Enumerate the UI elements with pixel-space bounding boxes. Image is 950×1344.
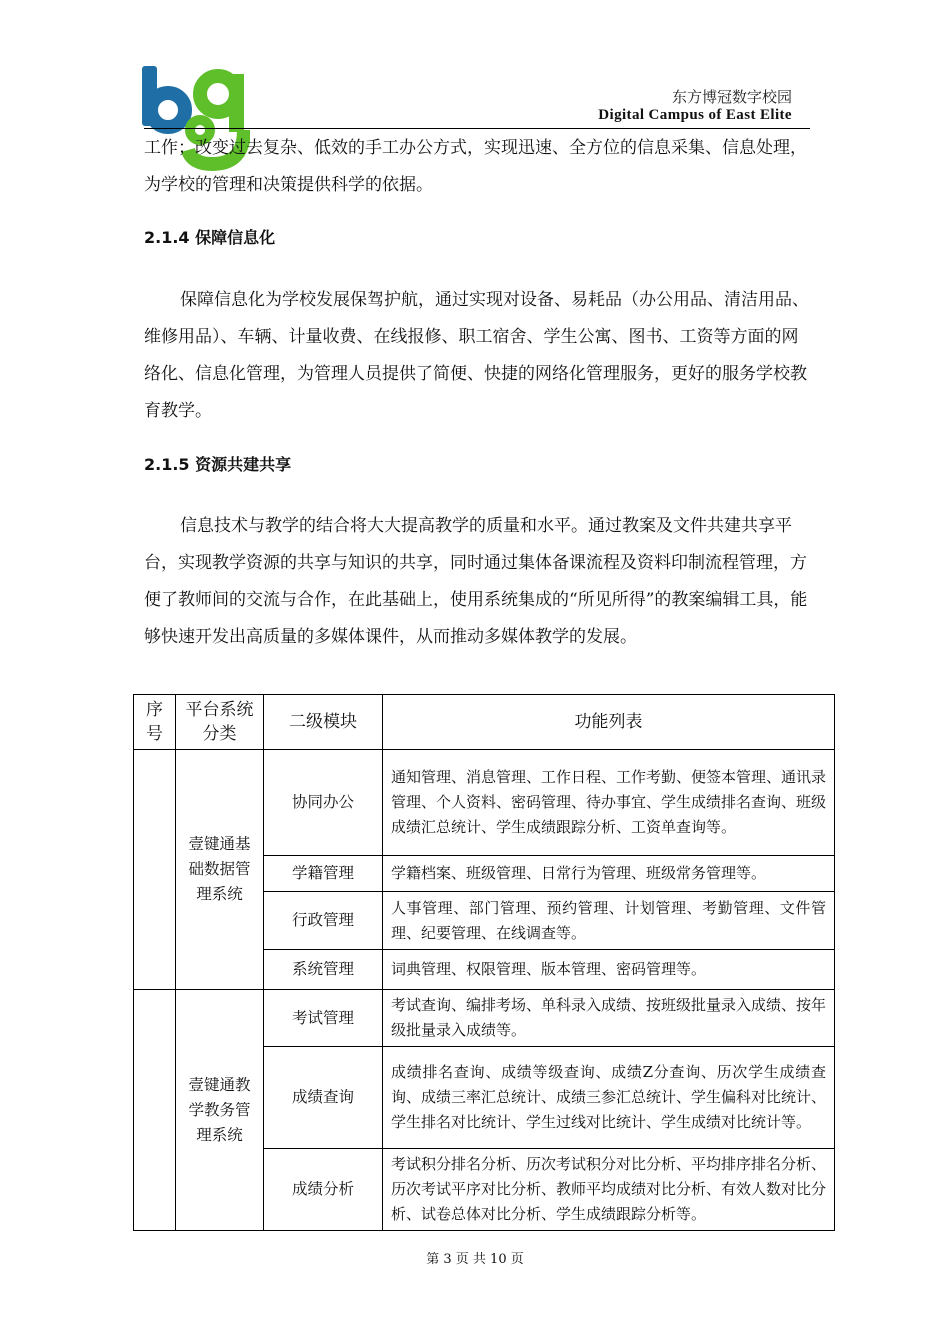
- section-body-215: 信息技术与教学的结合将大大提高教学的质量和水平。通过教案及文件共建共享平台，实现教学资源的共享与知识的共享，同时通过集体备课流程及资料印制流程管理，方便了教师间的交流与合作，在此基础上，使用系统集成的“所见所得”的教案编辑工具，能够快速开发出高质量的多媒体课件，从而推动多媒体教学的发展。: [144, 516, 808, 647]
- functions-cell: 人事管理、部门管理、预约管理、计划管理、考勤管理、文件管理、纪要管理、在线调查等。: [383, 892, 835, 950]
- table-row: [134, 750, 835, 856]
- header-company-en: Digital Campus of East Elite: [598, 107, 792, 123]
- module-cell: 协同办公: [264, 750, 383, 856]
- header-no: 序号: [134, 695, 176, 750]
- table-header-row: [134, 695, 835, 750]
- functions-cell: 词典管理、权限管理、版本管理、密码管理等。: [383, 950, 835, 990]
- header-divider: [144, 128, 810, 129]
- function-table: [133, 694, 835, 1231]
- section-body-214: 保障信息化为学校发展保驾护航，通过实现对设备、易耗品（办公用品、清洁用品、维修用品）、车辆、计量收费、在线报修、职工宿舍、学生公寓、图书、工资等方面的网络化、信息化管理，为管理人员提供了简便、快捷的网络化管理服务，更好的服务学校教育教学。: [144, 290, 809, 421]
- platform-cell: 壹键通教学教务管理系统: [176, 990, 264, 1231]
- functions-cell: 成绩排名查询、成绩等级查询、成绩Z分查询、历次学生成绩查询、成绩三率汇总统计、成绩三参汇总统计、学生偏科对比统计、学生排名对比统计、学生过线对比统计、学生成绩对比统计等。: [383, 1047, 835, 1149]
- row-number-cell: [134, 750, 176, 990]
- header-platform: 平台系统分类: [176, 695, 264, 750]
- module-cell: 成绩查询: [264, 1047, 383, 1149]
- section-heading-215: 2.1.5 资源共建共享: [144, 455, 292, 474]
- row-number-cell: [134, 990, 176, 1231]
- functions-cell: 学籍档案、班级管理、日常行为管理、班级常务管理等。: [383, 856, 835, 892]
- intro-paragraph: 工作；改变过去复杂、低效的手工办公方式，实现迅速、全方位的信息采集、信息处理，为学校的管理和决策提供科学的依据。: [144, 138, 807, 195]
- functions-cell: 考试积分排名分析、历次考试积分对比分析、平均排序排名分析、历次考试平序对比分析、教师平均成绩对比分析、有效人数对比分析、试卷总体对比分析、学生成绩跟踪分析等。: [383, 1149, 835, 1231]
- header-company-cn: 东方博冠数字校园: [671, 88, 792, 106]
- module-cell: 系统管理: [264, 950, 383, 990]
- module-cell: 行政管理: [264, 892, 383, 950]
- page-number: 第 3 页 共 10 页: [426, 1252, 524, 1267]
- section-heading-214: 2.1.4 保障信息化: [144, 228, 276, 247]
- functions-cell: 通知管理、消息管理、工作日程、工作考勤、便签本管理、通讯录管理、个人资料、密码管理、待办事宜、学生成绩排名查询、班级成绩汇总统计、学生成绩跟踪分析、工资单查询等。: [383, 750, 835, 856]
- functions-cell: 考试查询、编排考场、单科录入成绩、按班级批量录入成绩、按年级批量录入成绩等。: [383, 990, 835, 1047]
- platform-cell: 壹键通基础数据管理系统: [176, 750, 264, 990]
- header-module: 二级模块: [264, 695, 383, 750]
- table-row: [134, 990, 835, 1047]
- module-cell: 考试管理: [264, 990, 383, 1047]
- module-cell: 学籍管理: [264, 856, 383, 892]
- module-cell: 成绩分析: [264, 1149, 383, 1231]
- header-functions: 功能列表: [383, 695, 835, 750]
